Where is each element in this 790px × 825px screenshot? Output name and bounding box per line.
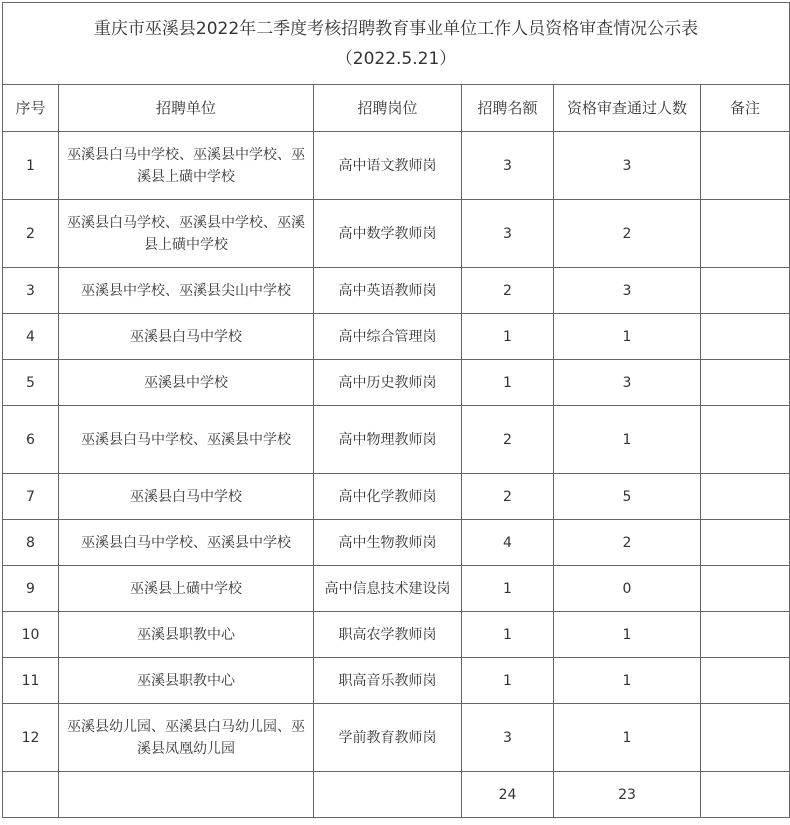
header-row bbox=[3, 85, 790, 132]
table-row bbox=[3, 406, 790, 474]
cell-passed: 2 bbox=[554, 520, 701, 566]
table-row bbox=[3, 360, 790, 406]
cell-post: 职高音乐教师岗 bbox=[314, 658, 462, 704]
header-passed: 资格审查通过人数 bbox=[554, 85, 701, 132]
cell-post: 高中化学教师岗 bbox=[314, 474, 462, 520]
cell-passed: 1 bbox=[554, 314, 701, 360]
table-row bbox=[3, 132, 790, 200]
cell-passed: 1 bbox=[554, 612, 701, 658]
cell-remark bbox=[701, 132, 790, 200]
cell-remark bbox=[701, 704, 790, 772]
cell-passed: 3 bbox=[554, 268, 701, 314]
cell-seq: 3 bbox=[3, 268, 59, 314]
cell-quota: 2 bbox=[462, 268, 554, 314]
cell-post: 高中历史教师岗 bbox=[314, 360, 462, 406]
cell-post: 高中语文教师岗 bbox=[314, 132, 462, 200]
cell-post: 学前教育教师岗 bbox=[314, 704, 462, 772]
totals-cell-unit bbox=[59, 772, 314, 818]
totals-cell-seq bbox=[3, 772, 59, 818]
table-row bbox=[3, 658, 790, 704]
table-row bbox=[3, 566, 790, 612]
cell-post: 高中生物教师岗 bbox=[314, 520, 462, 566]
cell-seq: 12 bbox=[3, 704, 59, 772]
table-row bbox=[3, 704, 790, 772]
totals-cell-remark bbox=[701, 772, 790, 818]
cell-post: 高中物理教师岗 bbox=[314, 406, 462, 474]
cell-passed: 1 bbox=[554, 406, 701, 474]
cell-remark bbox=[701, 612, 790, 658]
qualification-review-table bbox=[2, 2, 790, 818]
cell-passed: 3 bbox=[554, 360, 701, 406]
cell-post: 高中数学教师岗 bbox=[314, 200, 462, 268]
table-title: 重庆市巫溪县2022年二季度考核招聘教育事业单位工作人员资格审查情况公示表 bbox=[93, 18, 699, 39]
cell-seq: 8 bbox=[3, 520, 59, 566]
cell-seq: 11 bbox=[3, 658, 59, 704]
table-row bbox=[3, 200, 790, 268]
cell-passed: 1 bbox=[554, 704, 701, 772]
cell-remark bbox=[701, 268, 790, 314]
cell-unit: 巫溪县中学校 bbox=[59, 360, 314, 406]
table-row bbox=[3, 612, 790, 658]
table-row bbox=[3, 520, 790, 566]
cell-remark bbox=[701, 360, 790, 406]
cell-seq: 5 bbox=[3, 360, 59, 406]
totals-row bbox=[3, 772, 790, 818]
cell-unit: 巫溪县白马中学校 bbox=[59, 314, 314, 360]
cell-unit: 巫溪县职教中心 bbox=[59, 658, 314, 704]
cell-quota: 4 bbox=[462, 520, 554, 566]
cell-quota: 1 bbox=[462, 314, 554, 360]
cell-remark bbox=[701, 474, 790, 520]
header-seq: 序号 bbox=[3, 85, 59, 132]
cell-seq: 7 bbox=[3, 474, 59, 520]
cell-quota: 3 bbox=[462, 704, 554, 772]
cell-quota: 1 bbox=[462, 360, 554, 406]
header-quota: 招聘名额 bbox=[462, 85, 554, 132]
cell-remark bbox=[701, 566, 790, 612]
cell-remark bbox=[701, 658, 790, 704]
cell-unit: 巫溪县幼儿园、巫溪县白马幼儿园、巫溪县凤凰幼儿园 bbox=[59, 704, 314, 772]
cell-remark bbox=[701, 520, 790, 566]
cell-unit: 巫溪县上磺中学校 bbox=[59, 566, 314, 612]
cell-passed: 5 bbox=[554, 474, 701, 520]
cell-passed: 3 bbox=[554, 132, 701, 200]
cell-unit: 巫溪县白马学校、巫溪县中学校、巫溪县上磺中学校 bbox=[59, 200, 314, 268]
cell-post: 高中英语教师岗 bbox=[314, 268, 462, 314]
cell-seq: 2 bbox=[3, 200, 59, 268]
table-row bbox=[3, 474, 790, 520]
cell-quota: 2 bbox=[462, 474, 554, 520]
cell-quota: 2 bbox=[462, 406, 554, 474]
cell-quota: 1 bbox=[462, 658, 554, 704]
cell-quota: 1 bbox=[462, 612, 554, 658]
cell-post: 职高农学教师岗 bbox=[314, 612, 462, 658]
cell-post: 高中综合管理岗 bbox=[314, 314, 462, 360]
cell-quota: 3 bbox=[462, 200, 554, 268]
cell-post: 高中信息技术建设岗 bbox=[314, 566, 462, 612]
table-date: （2022.5.21） bbox=[335, 48, 457, 69]
header-unit: 招聘单位 bbox=[59, 85, 314, 132]
cell-seq: 10 bbox=[3, 612, 59, 658]
cell-seq: 9 bbox=[3, 566, 59, 612]
cell-unit: 巫溪县白马中学校、巫溪县中学校 bbox=[59, 406, 314, 474]
cell-unit: 巫溪县白马中学校、巫溪县中学校、巫溪县上磺中学校 bbox=[59, 132, 314, 200]
header-remark: 备注 bbox=[701, 85, 790, 132]
cell-quota: 1 bbox=[462, 566, 554, 612]
cell-seq: 6 bbox=[3, 406, 59, 474]
table-row bbox=[3, 268, 790, 314]
cell-remark bbox=[701, 200, 790, 268]
header-post: 招聘岗位 bbox=[314, 85, 462, 132]
totals-cell-passed: 23 bbox=[554, 772, 701, 818]
cell-unit: 巫溪县白马中学校、巫溪县中学校 bbox=[59, 520, 314, 566]
cell-unit: 巫溪县中学校、巫溪县尖山中学校 bbox=[59, 268, 314, 314]
cell-unit: 巫溪县白马中学校 bbox=[59, 474, 314, 520]
cell-unit: 巫溪县职教中心 bbox=[59, 612, 314, 658]
cell-seq: 1 bbox=[3, 132, 59, 200]
totals-cell-quota: 24 bbox=[462, 772, 554, 818]
cell-remark bbox=[701, 406, 790, 474]
cell-passed: 2 bbox=[554, 200, 701, 268]
cell-passed: 1 bbox=[554, 658, 701, 704]
table-row bbox=[3, 314, 790, 360]
cell-quota: 3 bbox=[462, 132, 554, 200]
table-title-cell bbox=[3, 3, 790, 85]
cell-remark bbox=[701, 314, 790, 360]
totals-cell-post bbox=[314, 772, 462, 818]
cell-passed: 0 bbox=[554, 566, 701, 612]
cell-seq: 4 bbox=[3, 314, 59, 360]
